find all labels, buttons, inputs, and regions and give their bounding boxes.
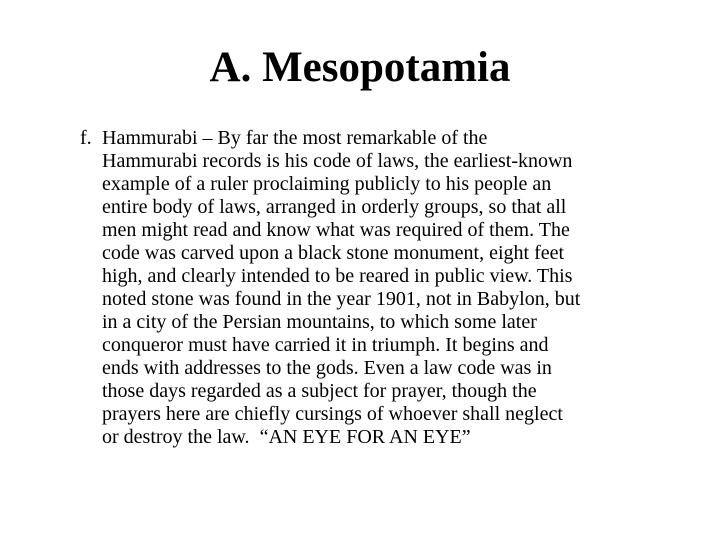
- list-item-marker: f.: [80, 127, 92, 149]
- body-line: those days regarded as a subject for prayer, though the: [102, 380, 537, 402]
- eye-for-eye-quote: “AN EYE FOR AN EYE”: [259, 426, 471, 448]
- slide-title: A. Mesopotamia: [209, 44, 511, 91]
- body-line: Hammurabi records is his code of laws, the earliest-known: [102, 150, 573, 172]
- body-line: Hammurabi – By far the most remarkable of the: [102, 127, 488, 149]
- body-line-text: or destroy the law.: [102, 426, 260, 448]
- slide-body: [80, 127, 690, 449]
- body-line: conqueror must have carried it in triumph. It begins and: [102, 334, 549, 356]
- body-line: example of a ruler proclaiming publicly to his people an: [102, 173, 552, 195]
- body-line: prayers here are chiefly cursings of whoever shall neglect: [102, 403, 563, 425]
- body-line: high, and clearly intended to be reared in public view. This: [102, 265, 573, 287]
- body-line: ends with addresses to the gods. Even a law code was in: [102, 357, 552, 379]
- body-line: men might read and know what was required of them. The: [102, 219, 570, 241]
- body-line: in a city of the Persian mountains, to which some later: [102, 311, 537, 333]
- body-line: code was carved upon a black stone monument, eight feet: [102, 242, 565, 264]
- body-line: noted stone was found in the year 1901, not in Babylon, but: [102, 288, 581, 310]
- body-line: entire body of laws, arranged in orderly groups, so that all: [102, 196, 567, 218]
- list-item: [80, 127, 690, 449]
- body-line-last: [102, 426, 690, 449]
